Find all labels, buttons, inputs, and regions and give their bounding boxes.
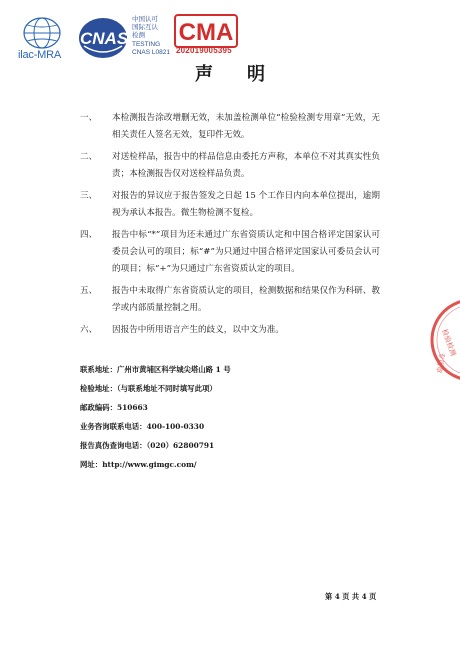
contact-row: [80, 360, 380, 379]
contact-row: [80, 398, 380, 417]
declaration-item: [80, 283, 380, 317]
ilac-logo-text: ilac-MRA: [18, 49, 62, 61]
declaration-number: 五、: [80, 286, 98, 296]
inspection-seal: [428, 290, 460, 390]
declaration-item: [80, 149, 380, 183]
declaration-item: [80, 188, 380, 222]
page-title: 声明: [195, 64, 299, 85]
postal-code-label: 邮政编码：: [80, 403, 117, 412]
declaration-text: 本检测报告涂改增删无效，未加盖检测单位“检验检测专用章”无效，无相关责任人签名无效，复印件无效。: [112, 113, 380, 140]
cnas-logo-text: CNAS: [80, 29, 129, 48]
business-phone-value: 400-100-0330: [146, 422, 205, 431]
ilac-globe-icon: [22, 16, 62, 50]
declaration-number: 四、: [80, 230, 98, 240]
website-label: 网址：: [80, 460, 103, 469]
declaration-number: 一、: [80, 113, 98, 123]
contact-row: [80, 455, 380, 474]
declaration-item: [80, 322, 380, 339]
declaration-item: [80, 110, 380, 144]
business-phone-label: 业务咨询联系电话：: [80, 422, 147, 431]
declaration-number: 二、: [80, 152, 98, 162]
svg-text:检验检测: 检验检测: [440, 327, 458, 357]
page-number: 第 4 页 共 4 页: [325, 592, 377, 601]
cnas-info-line: 国际互认: [132, 24, 158, 32]
contact-row: [80, 379, 380, 398]
cnas-info-line: TESTING: [132, 40, 161, 48]
cnas-info-line: 检测: [132, 32, 145, 40]
ilac-mra-logo: [18, 16, 78, 66]
cma-emblem-icon: [174, 14, 238, 50]
declaration-number: 六、: [80, 325, 98, 335]
declaration-text: 报告中标“*”项目为还未通过广东省资质认定和中国合格评定国家认可委员会认可的项目；标“#”为只通过中国合格评定国家认可委员会认可的项目；标“+”为只通过广东省资质认定的项目。: [112, 230, 380, 274]
cnas-info-line: 中国认可: [132, 16, 158, 23]
declaration-text: 对报告的异议应于报告签发之日起 15 个工作日内向本单位提出，逾期视为承认本报告。微生物检测不复检。: [112, 191, 380, 218]
declaration-text: 因报告中所用语言产生的歧义，以中文为准。: [112, 325, 284, 335]
verification-phone-label: 报告真伪查询电话：: [80, 441, 147, 450]
svg-text:专用章: 专用章: [434, 351, 446, 374]
inspection-address-label: 检验地址：: [80, 384, 117, 393]
postal-code-value: 510663: [116, 403, 148, 412]
inspection-address-value: （与联系地址不同时填写此项）: [116, 384, 217, 393]
declaration-text: 对送检样品，报告中的样品信息由委托方声称，本单位不对其真实性负责；本检测报告仅对送检样品负责。: [112, 152, 380, 179]
verification-phone-value: （020）62800791: [146, 441, 215, 450]
cma-certificate-number: 202019005395: [176, 46, 232, 55]
seal-stamp-icon: [428, 290, 460, 390]
cnas-logo: [78, 16, 128, 62]
cnas-info-line: CNAS L0821: [132, 48, 170, 56]
declaration-number: 三、: [80, 191, 98, 201]
cma-logo-text: CMA: [178, 19, 234, 46]
contact-address-label: 联系地址：: [80, 365, 117, 374]
declaration-item: [80, 227, 380, 278]
contact-row: [80, 417, 380, 436]
declaration-text: 报告中未取得广东省资质认定的项目，检测数据和结果仅作为科研、教学或内部质量控制之用。: [112, 286, 380, 313]
declaration-list: [80, 110, 380, 344]
contact-row: [80, 436, 380, 455]
website-link[interactable]: http://www.gimgc.com/: [102, 460, 197, 469]
contact-address-value: 广州市黄埔区科学城尖塔山路 1 号: [116, 365, 231, 374]
contact-info: [80, 360, 380, 474]
